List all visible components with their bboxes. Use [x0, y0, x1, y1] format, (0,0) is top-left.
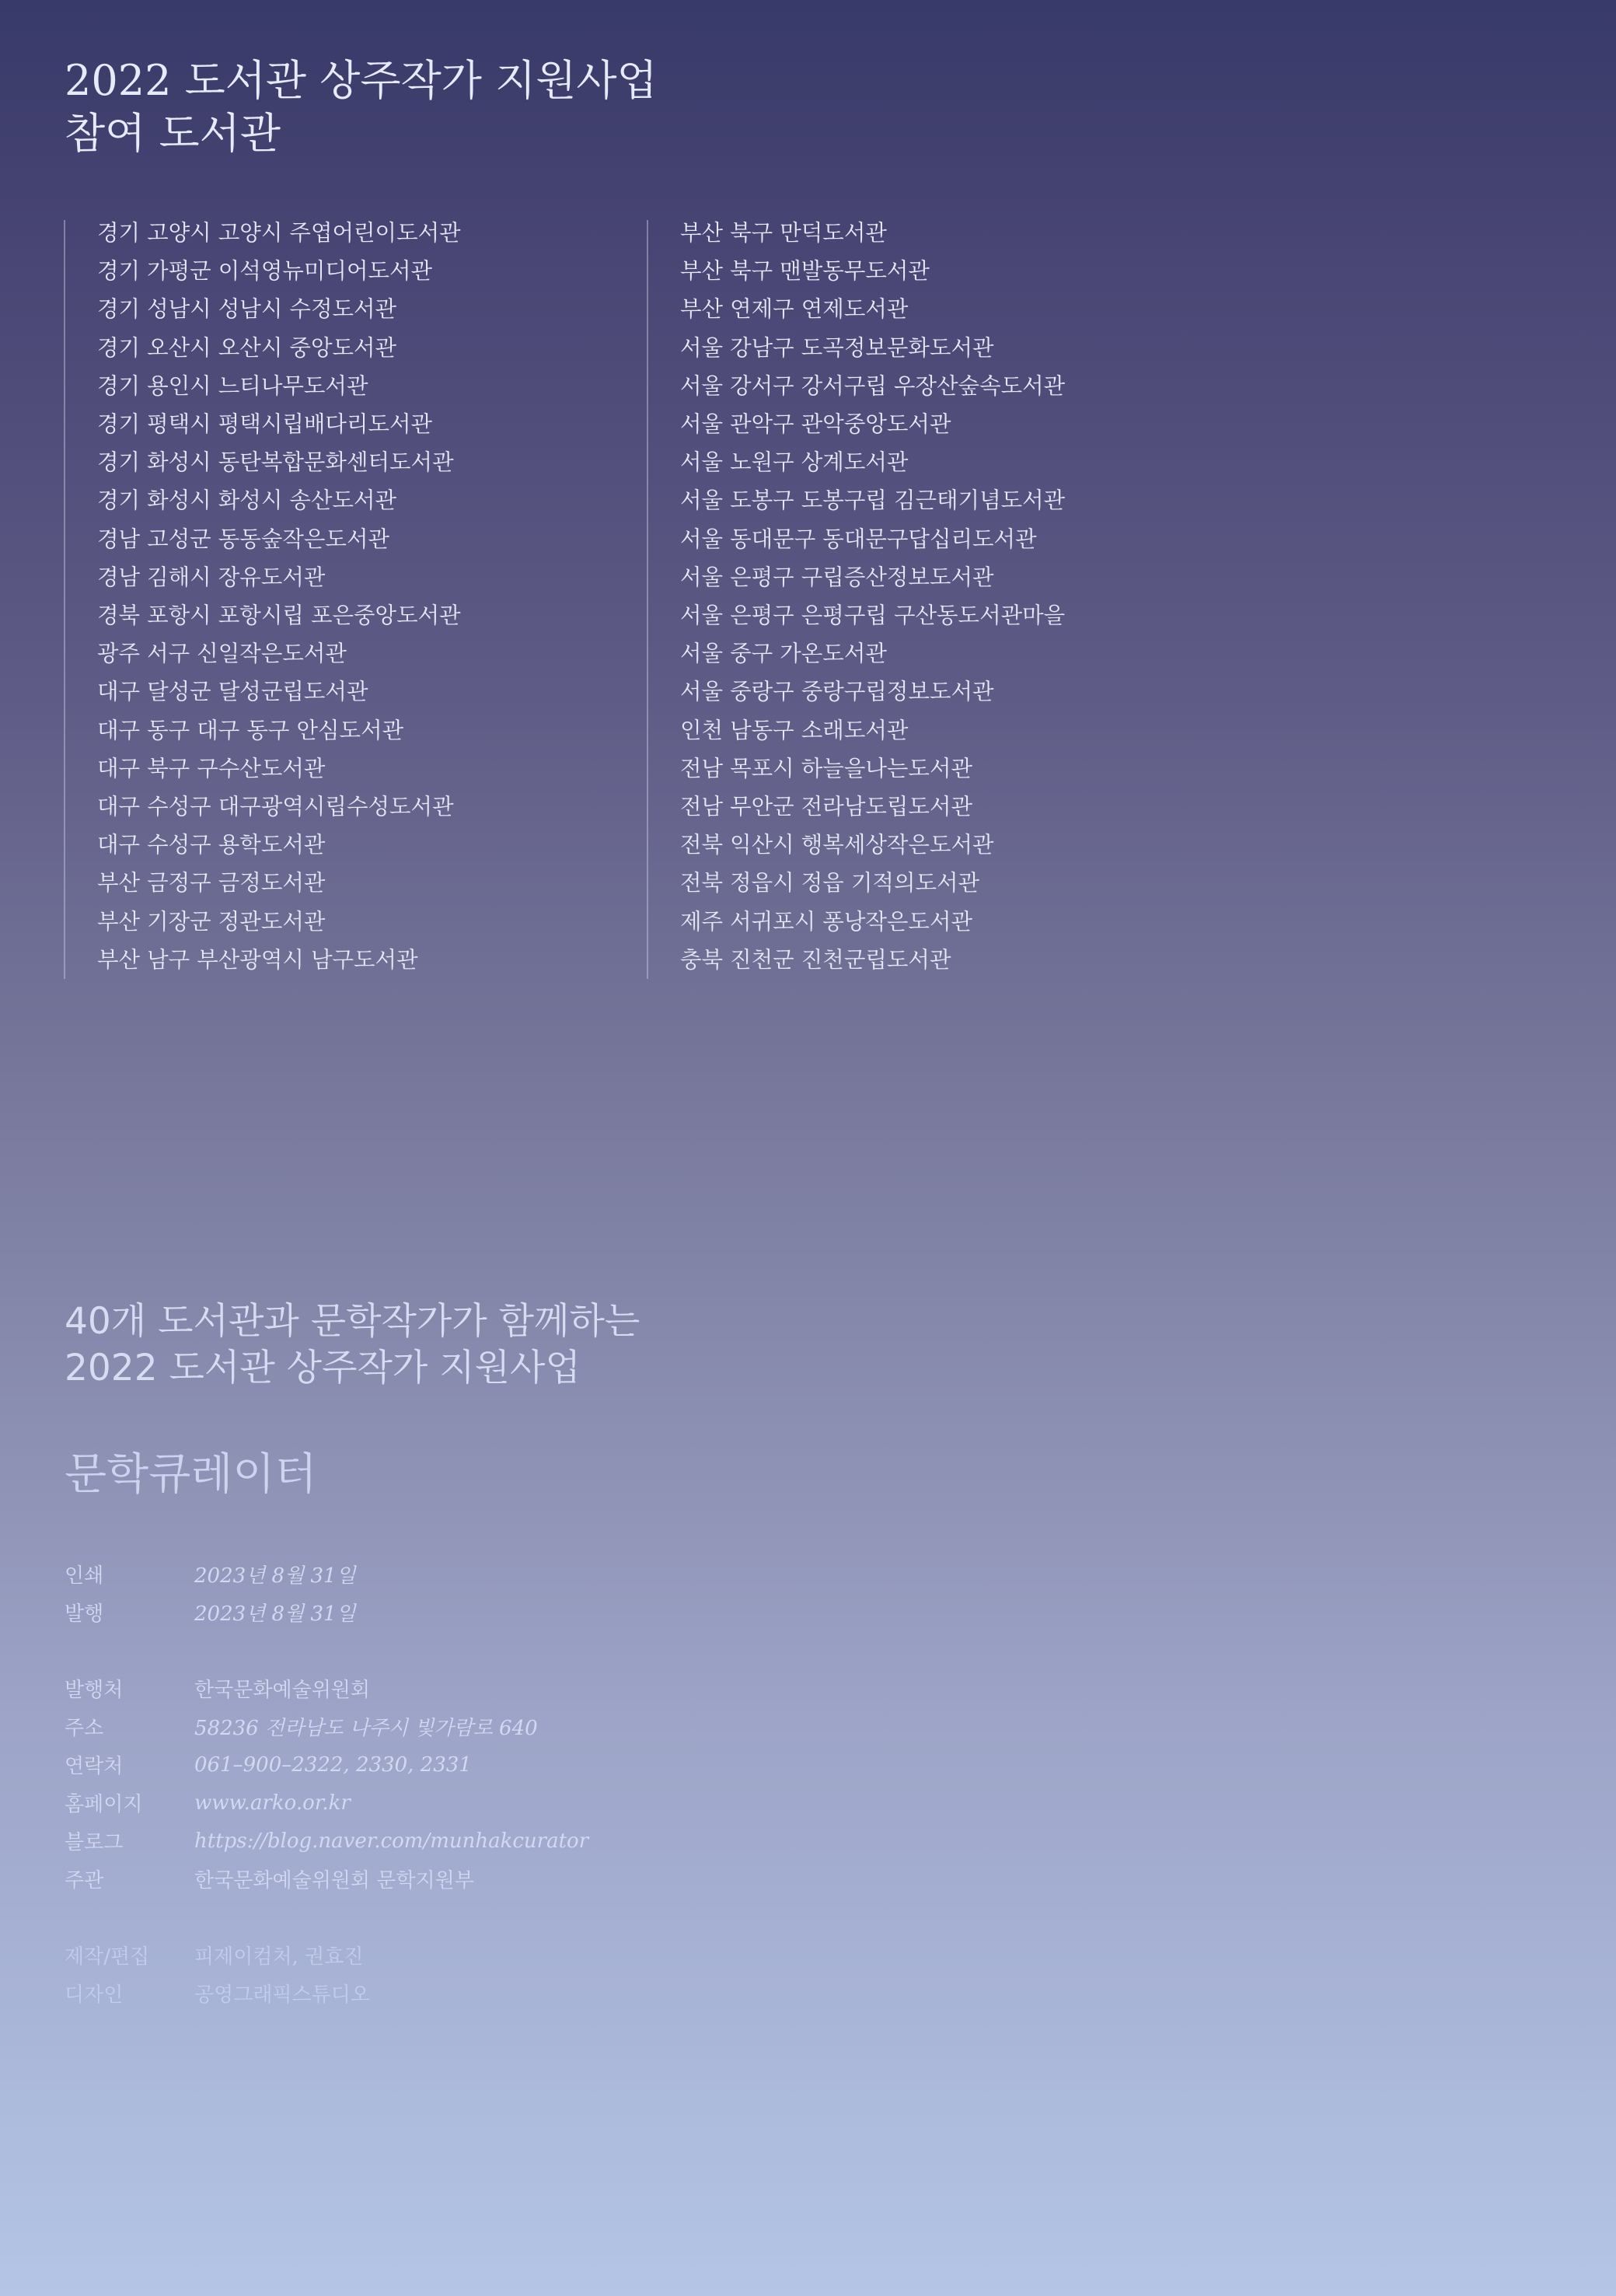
design-label: 디자인 [65, 1983, 124, 2007]
list-item: 대구 수성구 용학도서관 [97, 832, 326, 858]
list-item: 인천 남동구 소래도서관 [680, 717, 909, 743]
list-item: 경기 평택시 평택시립배다리도서관 [97, 411, 433, 438]
list-item: 경기 오산시 오산시 중앙도서관 [97, 334, 397, 361]
colophon [65, 1555, 764, 2050]
list-item: 경기 고양시 고양시 주엽어린이도서관 [97, 220, 461, 246]
list-item: 경기 화성시 동탄복합문화센터도서관 [97, 449, 454, 476]
list-item: 대구 동구 대구 동구 안심도서관 [97, 717, 404, 743]
address-label: 주소 [65, 1717, 104, 1740]
list-item: 서울 동대문구 동대문구답십리도서관 [680, 526, 1037, 552]
list-item: 대구 북구 구수산도서관 [97, 755, 326, 781]
blog-label: 블로그 [65, 1831, 124, 1854]
list-item: 전북 익산시 행복세상작은도서관 [680, 832, 994, 858]
list-item: 광주 서구 신일작은도서관 [97, 641, 347, 667]
page-title-line1: 2022 도서관 상주작가 지원사업 [65, 56, 658, 105]
production-label: 제작/편집 [65, 1945, 150, 1969]
colophon-row-homepage [65, 1784, 764, 1822]
list-item: 경남 고성군 동동숲작은도서관 [97, 526, 390, 552]
print-label: 인쇄 [65, 1564, 104, 1588]
page-title-line2: 참여 도서관 [65, 109, 281, 158]
homepage-link[interactable]: www.arko.or.kr [194, 1791, 351, 1815]
library-list-left [64, 220, 461, 979]
list-item: 서울 강서구 강서구립 우장산숲속도서관 [680, 372, 1066, 399]
print-date: 2023년 8월 31일 [194, 1564, 356, 1588]
list-item: 충북 진천군 진천군립도서관 [680, 946, 951, 973]
list-item: 부산 금정구 금정도서관 [97, 870, 326, 896]
list-item: 전남 목포시 하늘을나는도서관 [680, 755, 973, 781]
list-item: 경기 화성시 화성시 송산도서관 [97, 488, 397, 514]
brand-title: 문학큐레이터 [65, 1449, 317, 1500]
colophon-credits [65, 1936, 764, 2012]
colophon-row-publisher [65, 1669, 764, 1707]
list-item: 서울 노원구 상계도서관 [680, 449, 909, 476]
list-item: 제주 서귀포시 퐁낭작은도서관 [680, 908, 973, 935]
colophon-row-print [65, 1555, 764, 1593]
list-item: 경남 김해시 장유도서관 [97, 564, 326, 590]
list-item: 부산 기장군 정관도서관 [97, 908, 326, 935]
blog-link[interactable]: https://blog.naver.com/munhakcurator [194, 1829, 589, 1853]
project-subtitle [65, 1298, 640, 1392]
colophon-row-issue [65, 1593, 764, 1631]
publisher-label: 발행처 [65, 1679, 124, 1702]
colophon-publisher [65, 1669, 764, 1898]
list-item: 경북 포항시 포항시립 포은중앙도서관 [97, 603, 461, 629]
list-item: 대구 달성군 달성군립도서관 [97, 679, 368, 705]
contact-value: 061–900–2322, 2330, 2331 [194, 1753, 472, 1777]
colophon-dates [65, 1555, 764, 1631]
address-value: 58236 전라남도 나주시 빛가람로 640 [194, 1717, 538, 1740]
project-subtitle-line1: 40개 도서관과 문학작가가 함께하는 [65, 1300, 640, 1343]
issue-date: 2023년 8월 31일 [194, 1602, 356, 1626]
list-item: 서울 중구 가온도서관 [680, 641, 887, 667]
contact-label: 연락처 [65, 1755, 124, 1778]
colophon-row-contact [65, 1746, 764, 1784]
colophon-row-address [65, 1707, 764, 1746]
list-item: 서울 관악구 관악중앙도서관 [680, 411, 951, 438]
colophon-row-organizer [65, 1860, 764, 1898]
colophon-row-design [65, 1974, 764, 2012]
list-item: 부산 연제구 연제도서관 [680, 296, 909, 323]
colophon-row-production [65, 1936, 764, 1974]
issue-label: 발행 [65, 1602, 104, 1626]
organizer-label: 주관 [65, 1869, 104, 1892]
organizer-value: 한국문화예술위원회 문학지원부 [194, 1869, 474, 1892]
page-title [65, 54, 658, 160]
colophon-row-blog [65, 1822, 764, 1860]
list-item: 경기 용인시 느티나무도서관 [97, 372, 368, 399]
list-item: 서울 은평구 구립증산정보도서관 [680, 564, 994, 590]
list-item: 부산 남구 부산광역시 남구도서관 [97, 946, 418, 973]
list-item: 서울 강남구 도곡정보문화도서관 [680, 334, 994, 361]
list-item: 서울 중랑구 중랑구립정보도서관 [680, 679, 994, 705]
project-subtitle-line2: 2022 도서관 상주작가 지원사업 [65, 1347, 581, 1389]
production-value: 피제이컴처, 권효진 [194, 1945, 364, 1969]
list-item: 경기 성남시 성남시 수정도서관 [97, 296, 397, 323]
list-item: 대구 수성구 대구광역시립수성도서관 [97, 794, 454, 820]
library-list-right [647, 220, 1065, 979]
list-item: 서울 은평구 은평구립 구산동도서관마을 [680, 603, 1066, 629]
publisher-value: 한국문화예술위원회 [194, 1679, 371, 1702]
list-item: 전북 정읍시 정읍 기적의도서관 [680, 870, 980, 896]
list-item: 경기 가평군 이석영뉴미디어도서관 [97, 258, 433, 285]
homepage-label: 홈페이지 [65, 1793, 143, 1816]
list-item: 서울 도봉구 도봉구립 김근태기념도서관 [680, 488, 1066, 514]
list-item: 전남 무안군 전라남도립도서관 [680, 794, 973, 820]
list-item: 부산 북구 맨발동무도서관 [680, 258, 930, 285]
design-value: 공영그래픽스튜디오 [194, 1983, 371, 2007]
list-item: 부산 북구 만덕도서관 [680, 220, 887, 246]
